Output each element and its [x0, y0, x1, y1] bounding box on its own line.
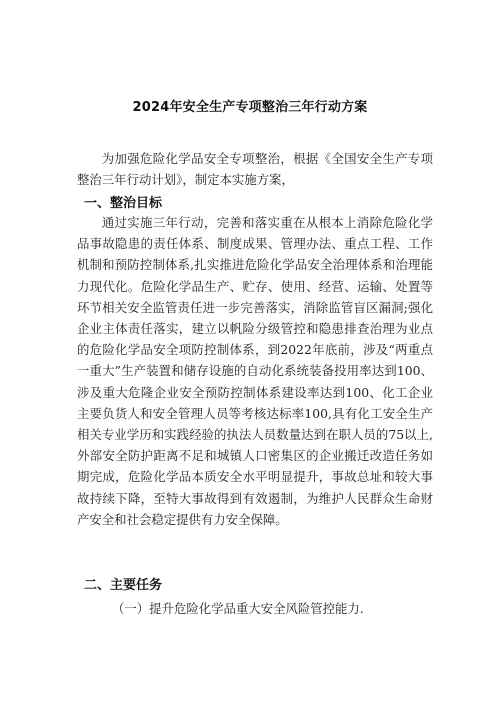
intro-paragraph: 为加强危险化学品安全专项整治，根据《全国安全生产专项整治三年行动计划》，制定本实施方案， — [77, 151, 433, 188]
goals-paragraph: 通过实施三年行动，完善和落实重在从根本上消除危险化学品事故隐患的责任体系、制度成果、管理办法、重点工程、工作机制和预防控制体系,扎实推进危险化学品安全治理体系和治理能力现代化。危险化学品生产、贮存、使用、经营、运输、处置等环节相关安全监管责任进一步完善落实，消除监管盲区漏洞;强化企业主体责任落实，建立以帆险分级管控和隐患排查治理为业点的危险化学品安全项防控制体系，到2022年底前，涉及“两重点一重大”生产装置和储存设施的自动化系统装备投用率达到100、涉及重大危隆企业安全预防控制体系建设率达到100、化工企业主要负货人和安全管理人员等考核达标率100,具有化工安全生产相关专业学历和实践经验的执法人员数量达到在职人员的75以上,外部安全防护距离不足和城镇人口密集区的企业搬迁改造任务如期完成，危险化学品本质安全水平明显提升，事故总址和较大事故持续下降，至特大事故得到有效遏制，为维护人民群众生命财产安全和社会稳定提供有力安全保障。 — [77, 215, 433, 527]
task-item-1: （一）提升危险化学品重大安全风险管控能力. — [112, 601, 364, 616]
document-title: 2024年安全生产专项整治三年行动方案 — [132, 100, 368, 115]
section-heading-goals: 一、整治目标 — [84, 196, 163, 211]
section-heading-tasks: 二、主要任务 — [84, 578, 163, 593]
